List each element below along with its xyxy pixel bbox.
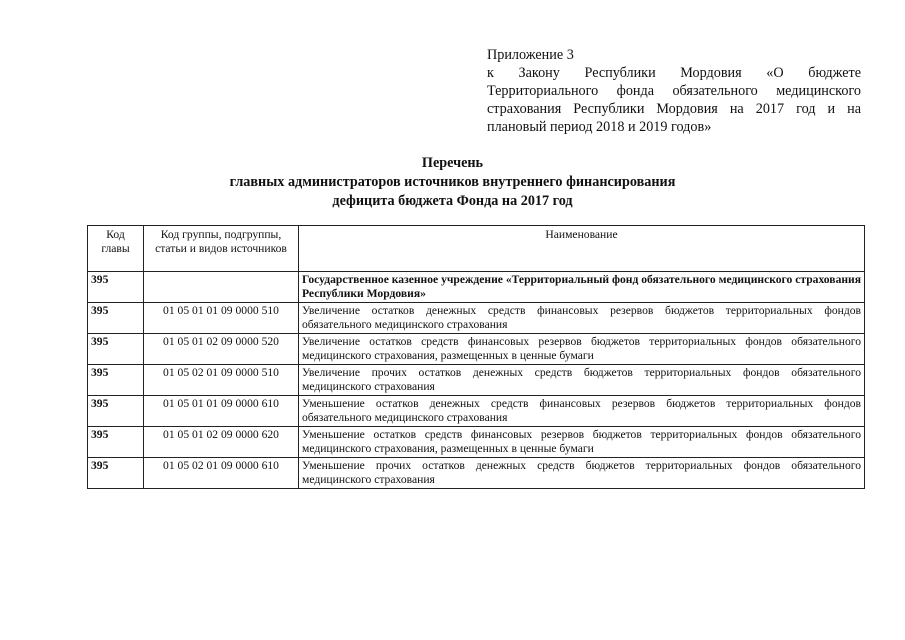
table-row	[88, 396, 865, 427]
title-line-3: дефицита бюджета Фонда на 2017 год	[332, 193, 573, 209]
name-cell: Увеличение остатков денежных средств финансовых резервов бюджетов территориальных фондов обязательного медицинского страхования	[299, 303, 865, 334]
header-chapter-code: Код главы	[88, 226, 144, 272]
chapter-code-cell: 395	[88, 458, 144, 489]
source-code-cell: 01 05 01 02 09 0000 520	[144, 334, 299, 365]
chapter-code-cell: 395	[88, 303, 144, 334]
table-row	[88, 365, 865, 396]
title-line-2: главных администраторов источников внутреннего финансирования	[229, 174, 676, 190]
name-cell: Уменьшение прочих остатков денежных средств бюджетов территориальных фондов обязательного медицинского страхования	[299, 458, 865, 489]
title-line-1: Перечень	[421, 155, 484, 171]
source-code-cell: 01 05 02 01 09 0000 610	[144, 458, 299, 489]
source-code-cell: 01 05 01 01 09 0000 510	[144, 303, 299, 334]
table-row	[88, 334, 865, 365]
source-code-cell: 01 05 01 02 09 0000 620	[144, 427, 299, 458]
appendix-law-reference: к Закону Республики Мордовия «О бюджете Территориального фонда обязательного медицинского страхования Республики Мордовия на 2017 год и на плановый период 2018 и 2019 годов»	[487, 65, 861, 135]
chapter-code-cell: 395	[88, 396, 144, 427]
source-code-cell: 01 05 01 01 09 0000 610	[144, 396, 299, 427]
table-row	[88, 272, 865, 303]
name-cell: Увеличение прочих остатков денежных средств бюджетов территориальных фондов обязательного медицинского страхования	[299, 365, 865, 396]
administrators-table	[87, 225, 865, 489]
table-row	[88, 427, 865, 458]
table-row	[88, 303, 865, 334]
source-code-cell	[144, 272, 299, 303]
chapter-code-cell: 395	[88, 365, 144, 396]
table-row	[88, 458, 865, 489]
chapter-code-cell: 395	[88, 272, 144, 303]
name-cell: Уменьшение остатков денежных средств финансовых резервов бюджетов территориальных фондов обязательного медицинского страхования	[299, 396, 865, 427]
header-name: Наименование	[299, 226, 865, 272]
header-source-code: Код группы, подгруппы, статьи и видов источников	[144, 226, 299, 272]
name-cell: Уменьшение остатков средств финансовых резервов бюджетов территориальных фондов обязательного медицинского страхования, размещенных в ценные бумаги	[299, 427, 865, 458]
appendix-note	[487, 46, 861, 136]
appendix-number: Приложение 3	[487, 47, 574, 63]
name-cell: Государственное казенное учреждение «Территориальный фонд обязательного медицинского страхования Республики Мордовия»	[299, 272, 865, 303]
name-cell: Увеличение остатков средств финансовых резервов бюджетов территориальных фондов обязательного медицинского страхования, размещенных в ценные бумаги	[299, 334, 865, 365]
chapter-code-cell: 395	[88, 334, 144, 365]
chapter-code-cell: 395	[88, 427, 144, 458]
table-header-row	[88, 226, 865, 272]
document-title	[0, 154, 905, 211]
source-code-cell: 01 05 02 01 09 0000 510	[144, 365, 299, 396]
